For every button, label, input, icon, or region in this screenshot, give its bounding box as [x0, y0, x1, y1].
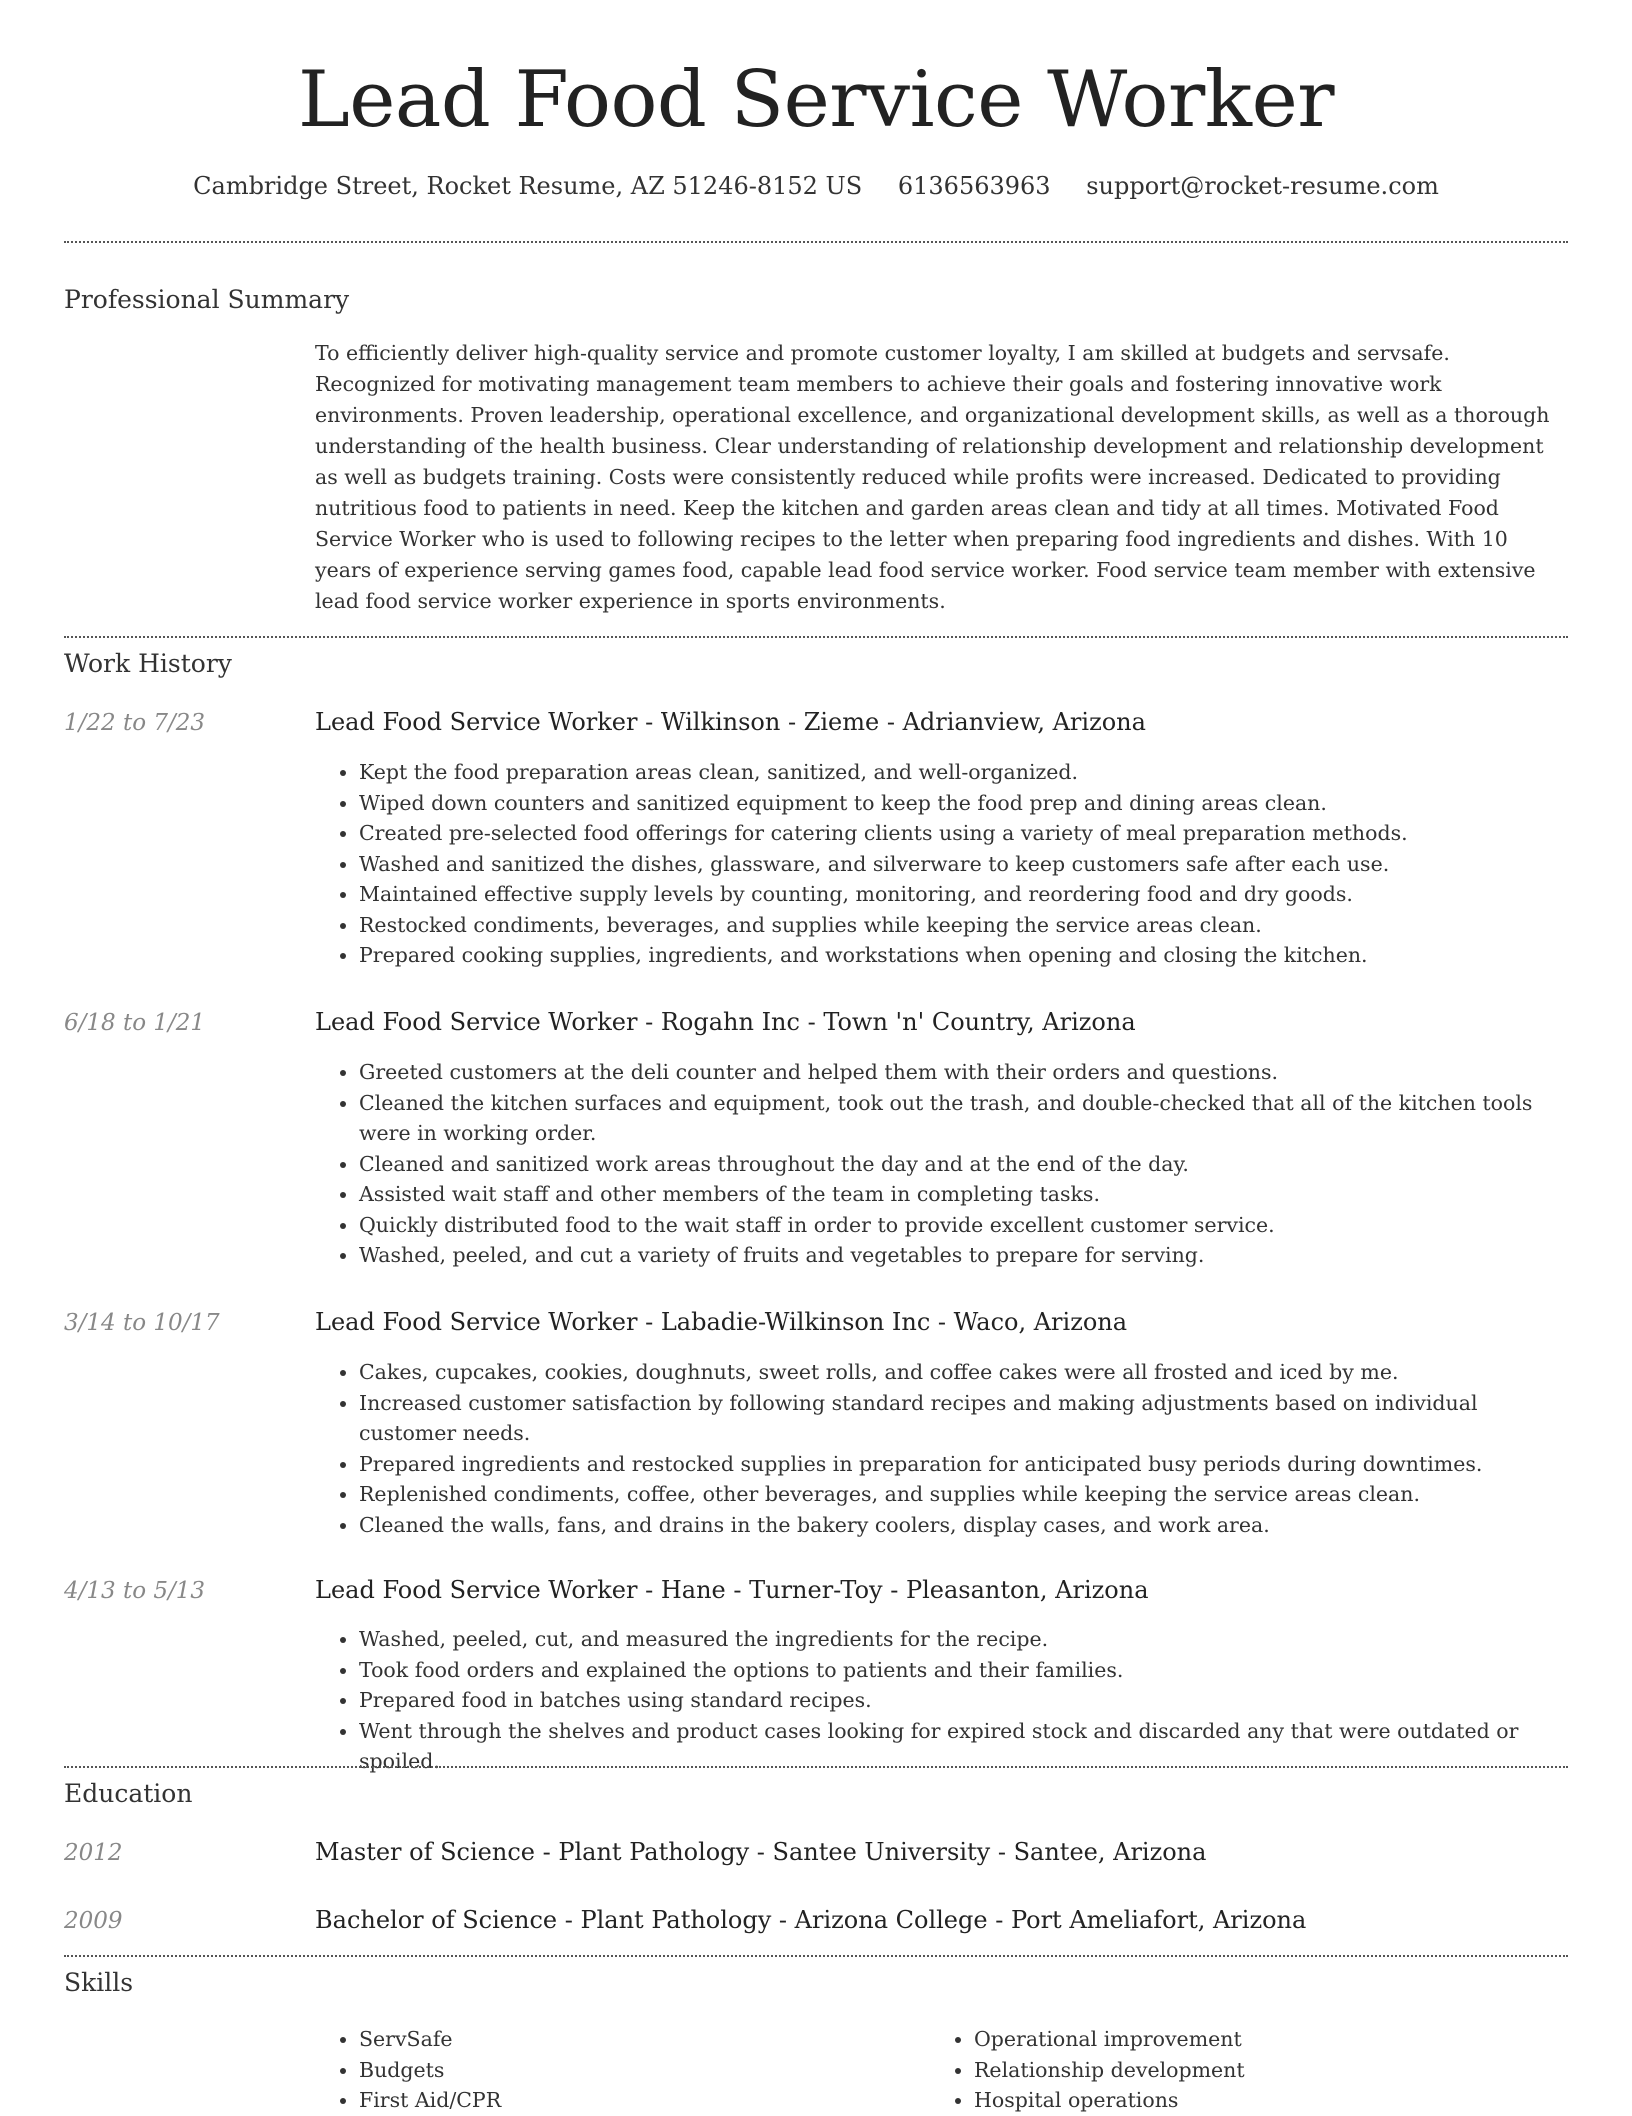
education-heading: Education [64, 1779, 193, 1808]
job-bullets [315, 1357, 1568, 1540]
contact-phone: 6136563963 [897, 172, 1051, 200]
skill-item: • ServSafe [359, 2024, 875, 2055]
job-bullet: • Restocked condiments, beverages, and supplies while keeping the service areas clean. [359, 910, 1568, 941]
job-heading: Lead Food Service Worker - Labadie-Wilkinson Inc - Waco, Arizona [315, 1308, 1128, 1336]
job-heading: Lead Food Service Worker - Rogahn Inc - Town 'n' Country, Arizona [315, 1008, 1136, 1036]
skill-item: • Budgets [359, 2055, 875, 2086]
job-bullets [315, 1624, 1568, 1777]
job-bullet: • Cakes, cupcakes, cookies, doughnuts, sweet rolls, and coffee cakes were all frosted and iced by me. [359, 1357, 1568, 1388]
job-bullet: • Prepared cooking supplies, ingredients, and workstations when opening and closing the kitchen. [359, 940, 1568, 971]
education-year: 2009 [64, 1908, 123, 1934]
job-bullet: • Maintained effective supply levels by counting, monitoring, and reordering food and dry goods. [359, 879, 1568, 910]
contact-line [64, 168, 1568, 204]
job-bullet: • Greeted customers at the deli counter and helped them with their orders and questions. [359, 1057, 1568, 1088]
job-heading: Lead Food Service Worker - Hane - Turner-Toy - Pleasanton, Arizona [315, 1576, 1149, 1604]
contact-email: support@rocket-resume.com [1086, 172, 1439, 200]
candidate-name: Lead Food Service Worker [297, 55, 1335, 145]
job-bullet: • Assisted wait staff and other members of the team in completing tasks. [359, 1179, 1568, 1210]
job-dates: 4/13 to 5/13 [64, 1578, 206, 1604]
job-bullet: • Prepared food in batches using standard recipes. [359, 1685, 1568, 1716]
education-year: 2012 [64, 1840, 123, 1866]
job-bullet: • Cleaned the kitchen surfaces and equipment, took out the trash, and double-checked that all of the kitchen tools were in working order. [359, 1088, 1568, 1149]
section-divider [64, 1766, 1568, 1768]
job-dates: 6/18 to 1/21 [64, 1010, 206, 1036]
job-bullet: • Kept the food preparation areas clean, sanitized, and well-organized. [359, 757, 1568, 788]
job-bullet: • Cleaned and sanitized work areas throughout the day and at the end of the day. [359, 1149, 1568, 1180]
skill-item: • Operational improvement [974, 2024, 1490, 2055]
work-history-heading: Work History [64, 649, 232, 678]
skills-list-left [315, 2024, 875, 2116]
skill-item: • Hospital operations [974, 2085, 1490, 2116]
job-dates: 3/14 to 10/17 [64, 1310, 220, 1336]
job-bullet: • Prepared ingredients and restocked supplies in preparation for anticipated busy periods during downtimes. [359, 1449, 1568, 1480]
job-bullet: • Took food orders and explained the options to patients and their families. [359, 1655, 1568, 1686]
education-degree: Master of Science - Plant Pathology - Santee University - Santee, Arizona [315, 1838, 1207, 1866]
job-bullets [315, 1057, 1568, 1271]
skill-item: • Relationship development [974, 2055, 1490, 2086]
job-bullet: • Created pre-selected food offerings for catering clients using a variety of meal preparation methods. [359, 818, 1568, 849]
job-bullet: • Washed and sanitized the dishes, glassware, and silverware to keep customers safe after each use. [359, 849, 1568, 880]
section-divider [64, 636, 1568, 638]
skills-list-right [930, 2024, 1490, 2116]
job-dates: 1/22 to 7/23 [64, 710, 206, 736]
job-bullet: • Washed, peeled, cut, and measured the ingredients for the recipe. [359, 1624, 1568, 1655]
skills-heading: Skills [64, 1968, 134, 1997]
job-bullet: • Quickly distributed food to the wait staff in order to provide excellent customer service. [359, 1210, 1568, 1241]
skill-item: • First Aid/CPR [359, 2085, 875, 2116]
contact-address: Cambridge Street, Rocket Resume, AZ 51246-8152 US [193, 172, 863, 200]
job-bullet: • Replenished condiments, coffee, other beverages, and supplies while keeping the service areas clean. [359, 1479, 1568, 1510]
job-bullets [315, 757, 1568, 971]
job-bullet: • Cleaned the walls, fans, and drains in the bakery coolers, display cases, and work area. [359, 1510, 1568, 1541]
section-divider [64, 1955, 1568, 1957]
job-heading: Lead Food Service Worker - Wilkinson - Zieme - Adrianview, Arizona [315, 708, 1146, 736]
education-degree: Bachelor of Science - Plant Pathology - Arizona College - Port Ameliafort, Arizona [315, 1906, 1307, 1934]
summary-text: To efficiently deliver high-quality service and promote customer loyalty, I am skilled at budgets and servsafe. Recognized for motivating management team members to achieve their goals and fostering innovative work environments. Proven leadership, operational excellence, and organizational development skills, as well as a thorough understanding of the health business. Clear understanding of relationship development and relationship development as well as budgets training. Costs were consistently reduced while profits were increased. Dedicated to providing nutritious food to patients in need. Keep the kitchen and garden areas clean and tidy at all times. Motivated Food Service Worker who is used to following recipes to the letter when preparing food ingredients and dishes. With 10 years of experience serving games food, capable lead food service worker. Food service team member with extensive lead food service worker experience in sports environments. [315, 341, 1550, 613]
job-bullet: • Increased customer satisfaction by following standard recipes and making adjustments based on individual customer needs. [359, 1388, 1568, 1449]
job-bullet: • Washed, peeled, and cut a variety of fruits and vegetables to prepare for serving. [359, 1240, 1568, 1271]
summary-heading: Professional Summary [64, 285, 350, 314]
section-divider [64, 241, 1568, 243]
job-bullet: • Wiped down counters and sanitized equipment to keep the food prep and dining areas clean. [359, 788, 1568, 819]
job-bullet: • Went through the shelves and product cases looking for expired stock and discarded any that were outdated or spoiled. [359, 1716, 1568, 1777]
